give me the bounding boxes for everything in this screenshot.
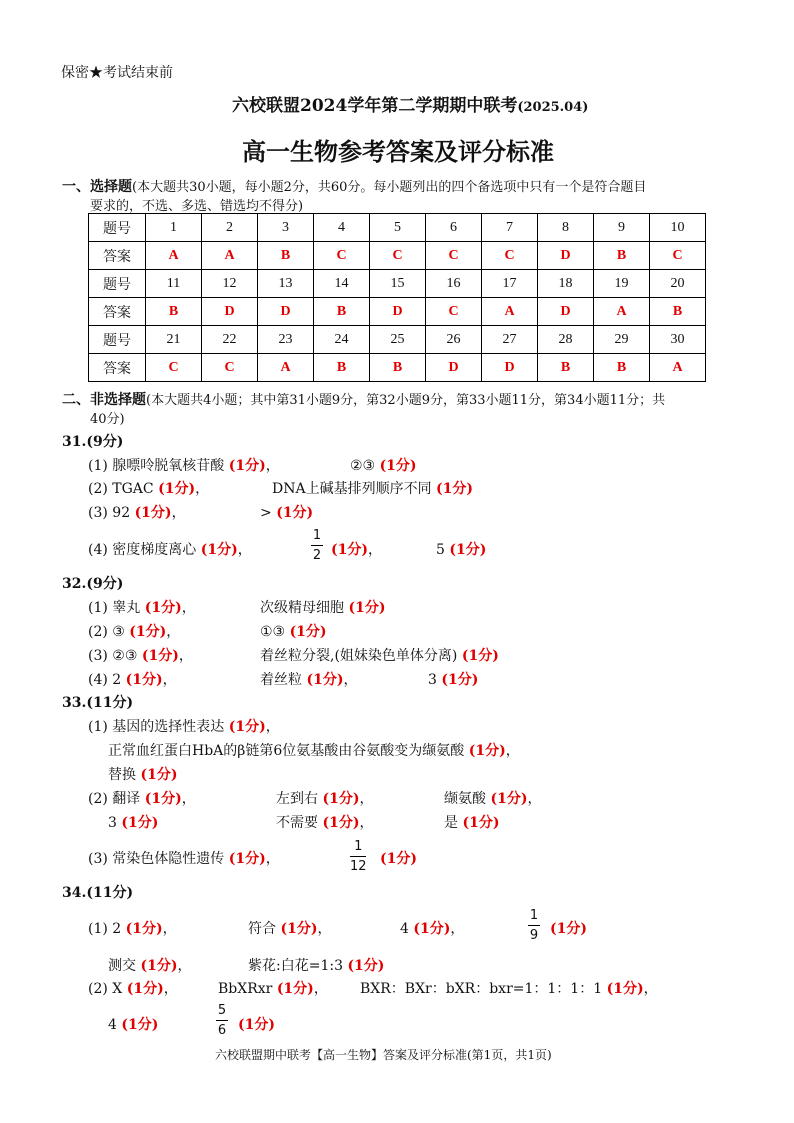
answer-cell: C [426, 298, 482, 326]
q32-3-answer: (3) ②③ [88, 648, 138, 664]
answer-cell: B [314, 298, 370, 326]
q33-3-points2: (1分) [380, 851, 417, 867]
main-title: 高一生物参考答案及评分标准 [242, 137, 554, 166]
q34-2-answer: (2) X [88, 981, 123, 997]
answer-cell: D [426, 354, 482, 382]
q34-line1b [248, 918, 331, 938]
exam-title-text: 六校联盟2024学年第二学期期中联考 [232, 96, 518, 116]
q34-frac1-num: 1 [529, 908, 539, 923]
q31-line3b [260, 502, 313, 522]
q33-2-points5: (1分) [322, 815, 360, 831]
question-number-cell: 25 [370, 326, 426, 354]
answer-cell: C [650, 242, 706, 270]
q33-3-points: (1分) [228, 851, 266, 867]
answer-cell: D [482, 354, 538, 382]
exam-date: (2025.04) [517, 100, 589, 115]
question-number-cell: 22 [202, 326, 258, 354]
q33-number: 33. [62, 695, 87, 711]
row-label: 答案 [89, 298, 146, 326]
q31-3-comma: ， [171, 505, 186, 521]
question-number-cell: 6 [426, 214, 482, 242]
q31-fraction [311, 528, 323, 563]
answer-row [89, 298, 706, 326]
q33-line3 [108, 764, 177, 784]
q32-1-comma: ， [181, 600, 196, 616]
q32-2-points: (1分) [129, 624, 167, 640]
q32-2-answer2: ①③ [260, 624, 286, 640]
q34-2-points5: (1分) [238, 1017, 275, 1033]
q33-2-comma: ， [181, 791, 196, 807]
q34-fraction2 [216, 1003, 228, 1038]
q31-line3 [88, 502, 186, 522]
q31-4-comma: ， [237, 542, 252, 558]
question-number-cell: 30 [650, 326, 706, 354]
q34-2-comma3: ， [643, 981, 658, 997]
q32-4-answer: (4) 2 [88, 672, 122, 688]
q31-1-comma: ， [265, 458, 280, 474]
q34-1-points3: (1分) [413, 921, 451, 937]
q34-1-points: (1分) [125, 921, 163, 937]
q31-2-answer: (2) TGAC [88, 481, 154, 497]
q34-1-points6: (1分) [347, 958, 385, 974]
q32-1-points: (1分) [144, 600, 182, 616]
q31-2-answer2: DNA上碱基排列顺序不同 [272, 481, 432, 497]
q34-score: (11分) [86, 885, 134, 901]
q31-3-answer: (3) 92 [88, 505, 131, 521]
q32-1-answer2: 次级精母细胞 [260, 600, 344, 616]
q32-4-points3: (1分) [441, 672, 479, 688]
q34-line3 [88, 978, 178, 998]
q34-1-points4: (1分) [550, 921, 587, 937]
q31-line2b [272, 478, 473, 498]
q33-2-points: (1分) [144, 791, 182, 807]
question-number-cell: 24 [314, 326, 370, 354]
q34-frac1-den: 9 [529, 928, 539, 943]
q33-1-answer2: 正常血红蛋白HbA的β链第6位氨基酸由谷氨酸变为缬氨酸 [108, 743, 465, 759]
q34-frac2-num: 5 [217, 1003, 227, 1018]
q33-line1 [88, 716, 280, 736]
q31-2-points2: (1分) [436, 481, 474, 497]
q32-4-answer2: 着丝粒 [260, 672, 302, 688]
answer-cell: A [594, 298, 650, 326]
q34-2-points3: (1分) [606, 981, 644, 997]
q31-1-points: (1分) [228, 458, 266, 474]
answer-cell: C [146, 354, 202, 382]
q31-line2 [88, 478, 209, 498]
q32-line3 [88, 645, 193, 665]
answer-cell: B [370, 354, 426, 382]
q31-line4b [331, 539, 382, 559]
row-label: 答案 [89, 354, 146, 382]
q34-frac1-bar [528, 925, 540, 926]
q31-frac-bar [311, 545, 323, 546]
q34-number: 34. [62, 885, 87, 901]
q34-1-answer3: 4 [400, 921, 409, 937]
q31-header [62, 431, 123, 451]
answer-cell: B [650, 298, 706, 326]
q34-1-answer5: 紫花:白花=1:3 [248, 958, 343, 974]
q34-2-answer2: BbXRxr [218, 981, 273, 997]
question-number-cell: 11 [146, 270, 202, 298]
q31-4-answer3: 5 [436, 542, 445, 558]
question-number-cell: 5 [370, 214, 426, 242]
q33-1-comma: ， [265, 719, 280, 735]
answer-cell: B [258, 242, 314, 270]
answer-cell: D [370, 298, 426, 326]
q31-4-points3: (1分) [449, 542, 487, 558]
answer-cell: C [314, 242, 370, 270]
q34-1-points2: (1分) [280, 921, 318, 937]
answer-cell: D [538, 298, 594, 326]
q34-line2 [108, 955, 191, 975]
q34-line3b [218, 978, 328, 998]
q32-number: 32. [62, 576, 87, 592]
q34-line1 [88, 918, 177, 938]
q32-4-comma: ， [162, 672, 177, 688]
answer-cell: B [314, 354, 370, 382]
q33-header [62, 692, 133, 712]
section2-heading: 二、非选择题 [62, 392, 146, 408]
q34-line2b [248, 955, 384, 975]
answer-row [89, 354, 706, 382]
answer-cell: C [426, 242, 482, 270]
q31-line4 [88, 539, 252, 559]
q31-3-points: (1分) [134, 505, 172, 521]
q33-2-answer2: 左到右 [276, 791, 318, 807]
q34-2-points4: (1分) [121, 1017, 159, 1033]
row-label: 题号 [89, 270, 146, 298]
q32-line4c [428, 669, 478, 689]
answer-cell: C [202, 354, 258, 382]
answer-cell: A [650, 354, 706, 382]
q32-2-points2: (1分) [289, 624, 327, 640]
q33-2-answer6: 是 [444, 815, 458, 831]
q33-2-points4: (1分) [121, 815, 159, 831]
q31-frac-den: 2 [312, 548, 322, 563]
q34-2-points: (1分) [126, 981, 164, 997]
q33-2-comma2: ， [359, 791, 374, 807]
q32-4-points2: (1分) [306, 672, 344, 688]
question-number-cell: 20 [650, 270, 706, 298]
q34-1-answer2: 符合 [248, 921, 276, 937]
question-number-cell: 1 [146, 214, 202, 242]
q31-1-answer: (1) 腺嘌呤脱氧核苷酸 [88, 458, 225, 474]
q33-line5 [108, 812, 158, 832]
q32-3-points2: (1分) [461, 648, 499, 664]
q34-frac2-den: 6 [217, 1023, 227, 1038]
q33-score: (11分) [86, 695, 134, 711]
q32-4-points: (1分) [125, 672, 163, 688]
q34-line1d [550, 918, 587, 938]
q33-3-comma: ， [265, 851, 280, 867]
question-number-cell: 26 [426, 326, 482, 354]
q31-line4c [436, 539, 486, 559]
question-number-row [89, 270, 706, 298]
q31-4-comma2: ， [368, 542, 382, 558]
question-number-cell: 14 [314, 270, 370, 298]
q32-line1 [88, 597, 196, 617]
q33-line4 [88, 788, 196, 808]
q33-2-points3: (1分) [490, 791, 528, 807]
q32-header [62, 573, 123, 593]
answer-cell: A [202, 242, 258, 270]
q33-2-comma3: ， [527, 791, 542, 807]
q33-2-answer4: 3 [108, 815, 117, 831]
section2-desc1: (本大题共4小题；其中第31小题9分，第32小题9分，第33小题11分，第34小题11分；共 [146, 393, 666, 408]
q34-2-answer4: 4 [108, 1017, 117, 1033]
q33-line5b [276, 812, 373, 832]
q33-line2 [108, 740, 520, 760]
q31-3-points2: (1分) [276, 505, 314, 521]
question-number-cell: 16 [426, 270, 482, 298]
question-number-cell: 2 [202, 214, 258, 242]
q31-4-answer: (4) 密度梯度离心 [88, 542, 197, 558]
question-number-cell: 9 [594, 214, 650, 242]
section1-desc1: (本大题共30小题，每小题2分，共60分。每小题列出的四个备选项中只有一个是符合题目 [132, 180, 647, 195]
section1-heading: 一、选择题 [62, 179, 132, 195]
section2-line1 [62, 389, 665, 409]
q32-score: (9分) [86, 576, 124, 592]
page-footer: 六校联盟期中联考【高一生物】答案及评分标准(第1页，共1页) [215, 1048, 552, 1062]
q32-line2 [88, 621, 180, 641]
q32-4-answer3: 3 [428, 672, 437, 688]
q33-line4c [444, 788, 541, 808]
question-number-cell: 13 [258, 270, 314, 298]
q31-line1b [350, 455, 417, 475]
q33-line5c [444, 812, 499, 832]
q34-2-comma: ， [163, 981, 178, 997]
q34-1-answer4: 测交 [108, 958, 136, 974]
question-number-cell: 4 [314, 214, 370, 242]
q31-3-answer2: > [260, 505, 272, 521]
q32-3-points: (1分) [141, 648, 179, 664]
question-number-cell: 28 [538, 326, 594, 354]
answer-table [88, 213, 706, 382]
question-number-cell: 23 [258, 326, 314, 354]
q33-2-comma4: ， [359, 815, 374, 831]
q32-3-answer2: 着丝粒分裂,(姐妹染色单体分离) [260, 648, 458, 664]
q32-line3b [260, 645, 499, 665]
question-number-cell: 19 [594, 270, 650, 298]
q31-line1 [88, 455, 280, 475]
q31-2-points: (1分) [158, 481, 196, 497]
q33-line4b [276, 788, 373, 808]
question-number-cell: 29 [594, 326, 650, 354]
question-number-cell: 12 [202, 270, 258, 298]
q33-2-answer5: 不需要 [276, 815, 318, 831]
q34-header [62, 882, 133, 902]
q32-2-comma: ， [166, 624, 181, 640]
question-number-cell: 27 [482, 326, 538, 354]
exam-title [232, 91, 588, 116]
q33-frac-num: 1 [354, 839, 363, 854]
q34-1-answer: (1) 2 [88, 921, 122, 937]
q34-1-comma2: ， [317, 921, 332, 937]
q32-4-comma2: ， [343, 672, 358, 688]
q31-4-points2: (1分) [331, 542, 368, 558]
answer-row [89, 242, 706, 270]
question-number-cell: 15 [370, 270, 426, 298]
answer-cell: D [202, 298, 258, 326]
answer-cell: D [258, 298, 314, 326]
confidential-label: 保密★考试结束前 [61, 65, 173, 81]
q33-1-answer: (1) 基因的选择性表达 [88, 719, 225, 735]
q31-1-answer2: ②③ [350, 458, 376, 474]
q34-1-points5: (1分) [140, 958, 178, 974]
q33-1-points3: (1分) [140, 767, 178, 783]
q32-3-comma: ， [178, 648, 193, 664]
question-number-cell: 7 [482, 214, 538, 242]
q34-1-comma4: ， [177, 958, 192, 974]
answer-cell: B [594, 242, 650, 270]
section2-desc2: 40分) [90, 412, 125, 427]
q34-1-comma: ， [162, 921, 177, 937]
q33-3-answer: (3) 常染色体隐性遗传 [88, 851, 225, 867]
q34-line4 [108, 1014, 158, 1034]
q33-1-points2: (1分) [468, 743, 506, 759]
q34-line3c [360, 978, 658, 998]
q31-2-comma: ， [195, 481, 210, 497]
question-number-row [89, 214, 706, 242]
answer-cell: B [594, 354, 650, 382]
q34-line1c [400, 918, 464, 938]
q31-4-points: (1分) [200, 542, 238, 558]
q31-frac-num: 1 [312, 528, 322, 543]
row-label: 答案 [89, 242, 146, 270]
q32-line2b [260, 621, 327, 641]
section1-desc2: 要求的，不选、多选、错选均不得分) [90, 199, 304, 214]
question-number-cell: 18 [538, 270, 594, 298]
q33-2-answer: (2) 翻译 [88, 791, 141, 807]
q34-fraction1 [528, 908, 540, 943]
q34-2-points2: (1分) [276, 981, 314, 997]
q34-2-comma2: ， [313, 981, 328, 997]
q33-1-comma2: ， [505, 743, 520, 759]
answer-cell: C [370, 242, 426, 270]
q33-line6 [88, 848, 280, 868]
question-number-cell: 8 [538, 214, 594, 242]
q32-2-answer: (2) ③ [88, 624, 125, 640]
q33-line6b [380, 848, 417, 868]
q33-2-points6: (1分) [462, 815, 500, 831]
q32-1-points2: (1分) [348, 600, 386, 616]
answer-cell: A [482, 298, 538, 326]
row-label: 题号 [89, 326, 146, 354]
answer-cell: C [482, 242, 538, 270]
q32-1-answer: (1) 睾丸 [88, 600, 141, 616]
q33-2-answer3: 缬氨酸 [444, 791, 486, 807]
q33-fraction [350, 839, 367, 874]
q31-1-points2: (1分) [379, 458, 417, 474]
q33-frac-bar [350, 856, 366, 857]
answer-cell: B [146, 298, 202, 326]
question-number-cell: 3 [258, 214, 314, 242]
q31-score: (9分) [86, 434, 124, 450]
question-number-row [89, 326, 706, 354]
row-label: 题号 [89, 214, 146, 242]
question-number-cell: 10 [650, 214, 706, 242]
q34-2-answer3: BXR：BXr：bXR：bxr=1：1：1：1 [360, 981, 603, 997]
answer-cell: A [146, 242, 202, 270]
q31-number: 31. [62, 434, 87, 450]
q33-1-answer3: 替换 [108, 767, 136, 783]
answer-cell: A [258, 354, 314, 382]
q34-1-comma3: ， [450, 921, 465, 937]
q32-line4b [260, 669, 357, 689]
q32-line1b [260, 597, 385, 617]
q33-2-points2: (1分) [322, 791, 360, 807]
answer-cell: B [538, 354, 594, 382]
q32-line4 [88, 669, 177, 689]
q33-frac-den: 12 [350, 859, 367, 874]
answer-cell: D [538, 242, 594, 270]
question-number-cell: 17 [482, 270, 538, 298]
question-number-cell: 21 [146, 326, 202, 354]
q34-frac2-bar [216, 1020, 228, 1021]
q34-line4b [238, 1014, 275, 1034]
section1-line1 [62, 176, 646, 196]
q33-1-points: (1分) [228, 719, 266, 735]
